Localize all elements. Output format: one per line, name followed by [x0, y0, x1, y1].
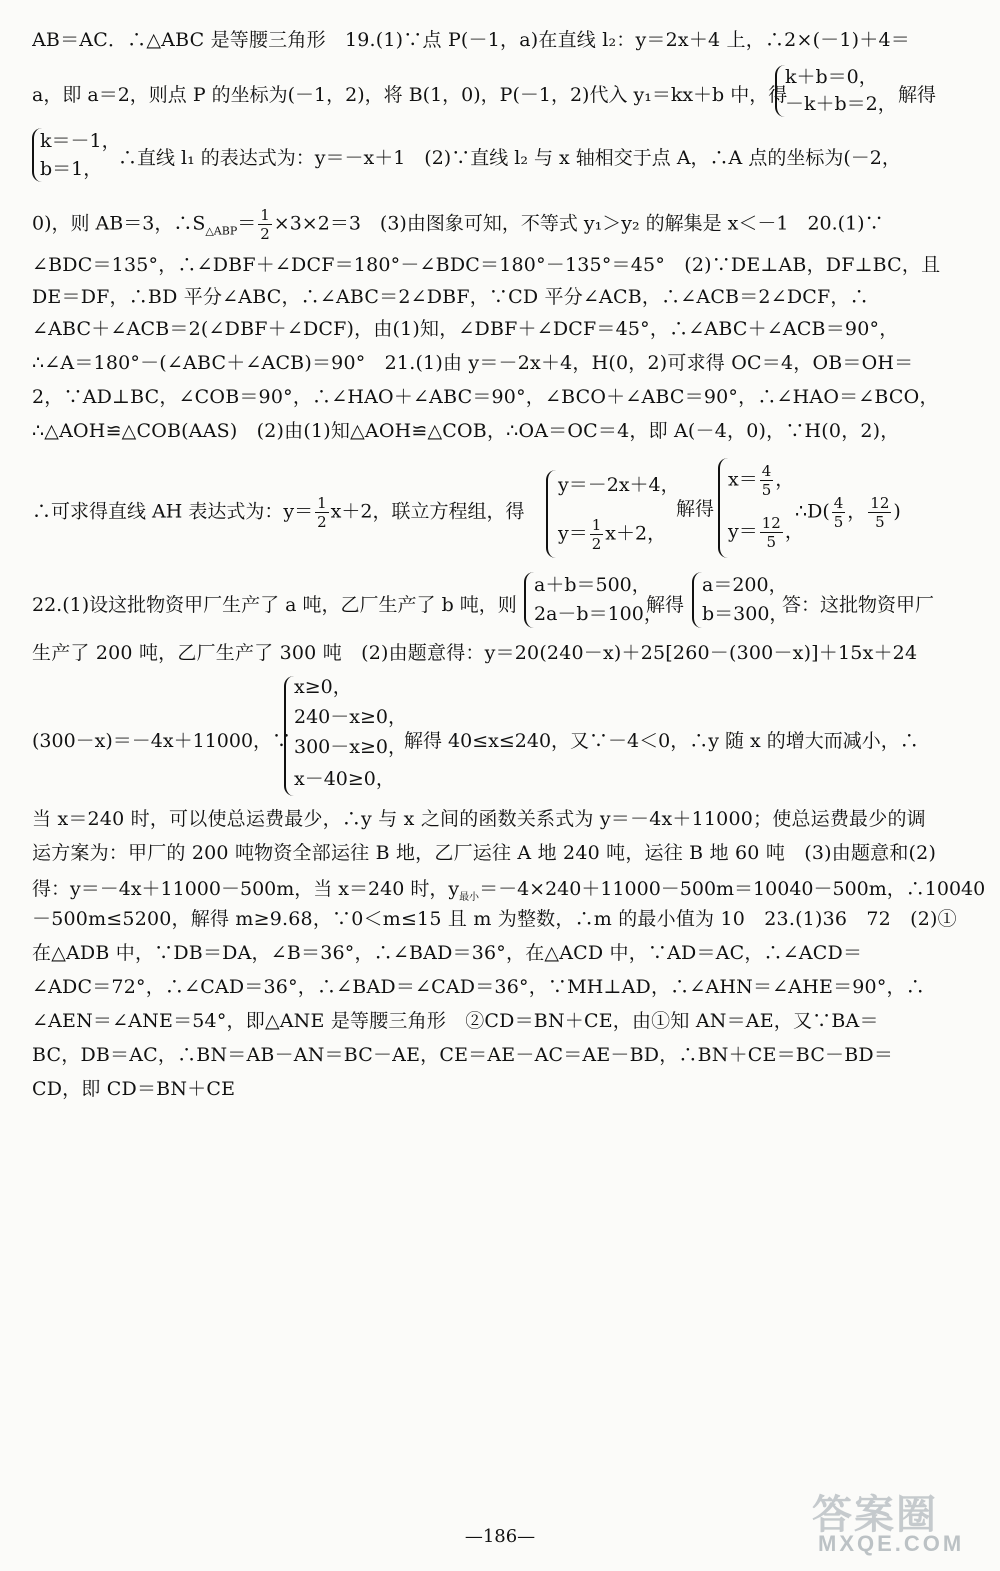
- left-brace: [284, 676, 294, 796]
- text-segment: x＋2，: [605, 522, 667, 545]
- text-line-10: ∴△AOH≌△COB(AAS) (2)由(1)知△AOH≌△COB，∴OA＝OC＝4，即 A(－4，0)，∵H(0，2)，: [32, 420, 900, 442]
- left-brace: [524, 572, 534, 628]
- text-segment: x＋2，联立方程组，得: [330, 500, 525, 523]
- text-line-4: 0)，则 AB＝3，$\therefore S_{\triangle ABP}=$ $\frac{1}{2}$ ×3×2＝3 (3)由图象可知，不等式 y₁＞y₂ 的解集是 x＜－1 20.(1)∵: [32, 206, 884, 243]
- system-eq: [728, 462, 794, 499]
- denominator: 5: [833, 513, 844, 531]
- text-line-2: a，即 a＝2，则点 P 的坐标为(－1，2)，将 B(1，0)，P(－1，2)代入 y₁＝kx＋b 中，得: [32, 84, 788, 106]
- text-segment: ，: [847, 500, 867, 523]
- solution-system-3: [692, 570, 789, 630]
- numerator: 4: [833, 494, 844, 512]
- text-line-23: CD，即 CD＝BN＋CE: [32, 1078, 236, 1100]
- system-eq: y＝－2x＋4，: [558, 474, 680, 496]
- equation-system-2: [546, 468, 680, 560]
- fraction: [315, 494, 329, 531]
- text-segment: ×3×2＝3 (3)由图象可知，不等式 y₁＞y₂ 的解集是 x＜－1 20.(1)∵: [273, 212, 884, 235]
- page-number: —186—: [464, 1526, 536, 1547]
- inequality-system: [284, 674, 407, 798]
- system-eq: x≥0，: [294, 676, 352, 698]
- text-line-5: ∠BDC＝135°，∴∠DBF＋∠DCF＝180°－∠BDC＝180°－135°＝45° (2)∵DE⊥AB，DF⊥BC，且: [32, 254, 941, 276]
- fraction: [590, 516, 604, 553]
- solution-system-1: [32, 126, 132, 186]
- numerator: 12: [870, 494, 890, 512]
- system-eq: k＝－1，: [40, 130, 121, 152]
- denominator: 2: [260, 225, 270, 243]
- system-eq: －k＋b＝2，: [785, 93, 897, 115]
- text-line-22: BC，DB＝AC，∴BN＝AB－AN＝BC－AE，CE＝AE－AC＝AE－BD，∴BN＋CE＝BC－BD＝: [32, 1044, 894, 1066]
- text-line-11: [32, 494, 524, 531]
- text-line-1: AB＝AC．∴△ABC 是等腰三角形 19.(1)∵点 P(－1，a)在直线 l₂：y＝2x＋4 上，∴2×(－1)＋4＝: [32, 29, 910, 51]
- text-line-14b: 解得 40≤x≤240，又∵－4＜0，∴y 随 x 的增大而减小，∴: [404, 730, 919, 752]
- system-eq: k＋b＝0，: [785, 66, 878, 88]
- text-segment: ，: [784, 520, 804, 543]
- text-line-6: DE＝DF，∴BD 平分∠ABC，∴∠ABC＝2∠DBF，∵CD 平分∠ACB，∴∠ACB＝2∠DCF，∴: [32, 286, 869, 308]
- text-line-20: ∠ADC＝72°，∴∠CAD＝36°，∴∠BAD＝∠CAD＝36°，∵MH⊥AD，∴∠AHN＝∠AHE＝90°，∴: [32, 976, 925, 998]
- text-segment: 0)，则 AB＝3，∴S: [32, 212, 206, 235]
- system-eq: b＝1，: [40, 158, 103, 180]
- text-segment: ＝－4×240＋11000－500m＝10040－500m，∴10040: [479, 878, 986, 900]
- left-brace: [775, 65, 785, 117]
- left-brace: [718, 458, 728, 558]
- text-line-13: 生产了 200 吨，乙厂生产了 300 吨 (2)由题意得：y＝20(240－x)＋25[260－(300－x)]＋15x＋24: [32, 642, 918, 664]
- system-eq: 240－x≥0，: [294, 706, 407, 728]
- solve-label: 解得: [676, 498, 715, 520]
- subscript: △ABP: [205, 224, 238, 238]
- solve-label: 解得: [898, 84, 937, 106]
- left-brace: [546, 470, 556, 558]
- text-line-3: ∴直线 l₁ 的表达式为：y＝－x＋1 (2)∵直线 l₂ 与 x 轴相交于点 A，∴A 点的坐标为(－2，: [118, 147, 901, 169]
- watermark-url: MXQE.COM: [818, 1531, 965, 1556]
- watermark-text: 答案圈: [812, 1491, 938, 1538]
- text-line-19: 在△ADB 中，∵DB＝DA，∠B＝36°，∴∠BAD＝36°，在△ACD 中，∵AD＝AC，∴∠ACD＝: [32, 942, 863, 964]
- text-line-12: 22.(1)设这批物资甲厂生产了 a 吨，乙厂生产了 b 吨，则: [32, 594, 517, 616]
- text-line-16: 运方案为：甲厂的 200 吨物资全部运往 B 地，乙厂运往 A 地 240 吨，运往 B 地 60 吨 (3)由题意和(2): [32, 842, 937, 864]
- numerator: 1: [591, 516, 602, 534]
- system-eq: [728, 514, 804, 551]
- denominator: 5: [766, 533, 777, 551]
- equation-system-3: [524, 570, 663, 630]
- text-line-9: 2，∵AD⊥BC，∠COB＝90°，∴∠HAO＋∠ABC＝90°，∠BCO＋∠ABC＝90°，∴∠HAO＝∠BCO，: [32, 386, 939, 408]
- text-segment: y＝: [728, 520, 758, 543]
- watermark-logo: [812, 1483, 982, 1565]
- numerator: 1: [317, 494, 327, 512]
- subscript: 最小: [459, 891, 480, 903]
- fraction: [760, 462, 774, 499]
- text-segment: x＝: [728, 468, 758, 491]
- text-segment: ): [893, 500, 901, 523]
- text-line-8: ∴∠A＝180°－(∠ABC＋∠ACB)＝90° 21.(1)由 y＝－2x＋4，H(0，2)可求得 OC＝4，OB＝OH＝: [32, 352, 914, 374]
- point-d: [795, 494, 901, 531]
- denominator: 5: [875, 513, 885, 531]
- fraction: [258, 206, 272, 243]
- denominator: 2: [591, 535, 602, 553]
- numerator: 4: [761, 462, 772, 480]
- system-eq: a＝200，: [702, 574, 788, 596]
- left-brace: [692, 572, 702, 628]
- text-segment: ，: [775, 468, 795, 491]
- system-eq: b＝300，: [702, 603, 789, 625]
- system-eq: 300－x≥0，: [294, 736, 407, 758]
- text-segment: 得：y＝－4x＋11000－500m，当 x＝240 时，y: [32, 878, 460, 900]
- text-line-7: ∠ABC＋∠ACB＝2(∠DBF＋∠DCF)，由(1)知，∠DBF＋∠DCF＝45°，∴∠ABC＋∠ACB＝90°，: [32, 318, 899, 340]
- text-line-17: [32, 874, 985, 903]
- fraction: [760, 514, 783, 551]
- system-eq: a＋b＝500，: [534, 574, 651, 596]
- equation-system-1: [775, 63, 975, 119]
- text-line-21: ∠AEN＝∠ANE＝54°，即△ANE 是等腰三角形 ②CD＝BN＋CE，由①知 AN＝AE，又∵BA＝: [32, 1010, 879, 1032]
- text-line-15: 当 x＝240 时，可以使总运费最少，∴y 与 x 之间的函数关系式为 y＝－4x＋11000；使总运费最少的调: [32, 808, 926, 830]
- denominator: 2: [317, 513, 327, 531]
- system-eq: [558, 516, 666, 553]
- text-segment: ∴D(: [795, 500, 830, 523]
- denominator: 5: [761, 481, 772, 499]
- system-eq: 2a－b＝100，: [534, 603, 663, 625]
- text-segment: ∴可求得直线 AH 表达式为：y＝: [32, 500, 314, 523]
- system-eq: x－40≥0，: [294, 768, 395, 790]
- answer-label: 答：这批物资甲厂: [782, 594, 935, 616]
- fraction: [832, 494, 846, 531]
- fraction: [868, 494, 891, 531]
- text-line-18: －500m≤5200，解得 m≥9.68，∵0＜m≤15 且 m 为整数，∴m 的最小值为 10 23.(1)36 72 (2)①: [32, 908, 957, 930]
- solve-label: 解得: [646, 594, 685, 616]
- numerator: 12: [761, 514, 781, 532]
- text-segment: y＝: [558, 522, 588, 545]
- text-line-14: (300－x)＝－4x＋11000，∵: [32, 730, 292, 752]
- numerator: 1: [260, 206, 270, 224]
